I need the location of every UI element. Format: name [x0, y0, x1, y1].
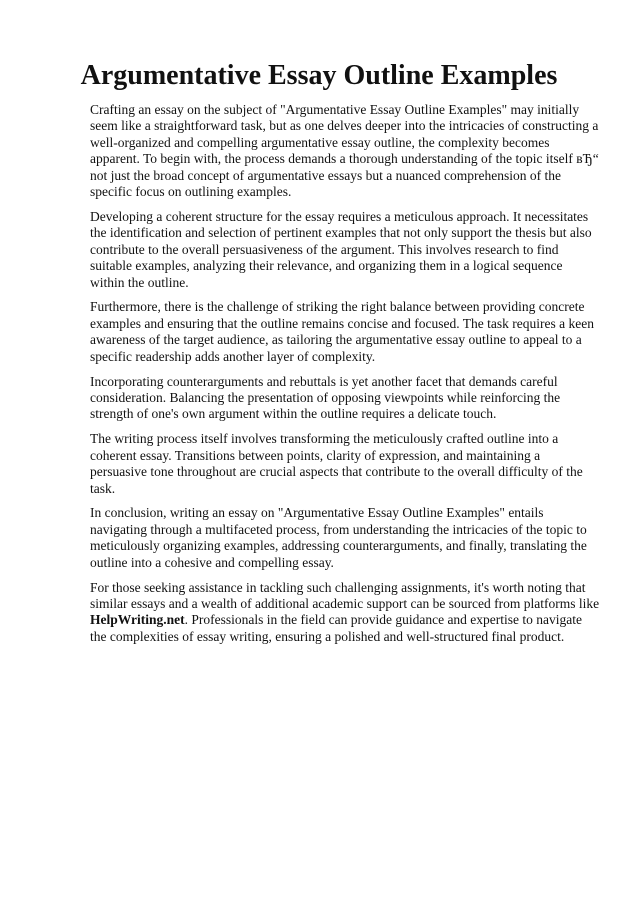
assistance-text-after: . Professionals in the field can provide guidance and expertise to navigate the complexities of essay writing, ensuring a polished and well-structured final product.: [90, 612, 583, 644]
assistance-text-before: For those seeking assistance in tackling such challenging assignments, it's worth noting that similar essays and a wealth of additional academic support can be sourced from platforms like: [90, 579, 600, 611]
paragraph-assistance: [90, 580, 600, 646]
document-body: [90, 102, 600, 654]
helpwriting-link[interactable]: HelpWriting.net: [90, 612, 185, 628]
paragraph-structure: Developing a coherent structure for the essay requires a meticulous approach. It necessitates the identification and selection of pertinent examples that not only support the thesis but also contribute to the overall persuasiveness of the argument. This involves research to find suitable examples, analyzing their relevance, and organizing them in a logical sequence within the outline.: [90, 208, 592, 290]
paragraph-writing-process: The writing process itself involves transforming the meticulously crafted outline into a coherent essay. Transitions between points, clarity of expression, and maintaining a persuasive tone throughout are crucial aspects that contribute to the overall difficulty of the task.: [90, 431, 583, 496]
paragraph-intro: Crafting an essay on the subject of "Argumentative Essay Outline Examples" may initially seem like a straightforward task, but as one delves deeper into the intricacies of constructing a well-organized and compelling argumentative essay outline, the complexity becomes apparent. To begin with, the process demands a thorough understanding of the topic itself вЂ“ not just the broad concept of argumentative essays but a nuanced comprehension of the specific focus on outlining examples.: [90, 102, 599, 200]
paragraph-counterarguments: Incorporating counterarguments and rebuttals is yet another facet that demands careful consideration. Balancing the presentation of opposing viewpoints while reinforcing the strength of one's own argument within the outline requires a delicate touch.: [90, 373, 561, 422]
paragraph-conclusion: In conclusion, writing an essay on "Argumentative Essay Outline Examples" entails navigating through a multifaceted process, from understanding the intricacies of the topic to meticulously organizing examples, addressing counterarguments, and finally, translating the outline into a cohesive and compelling essay.: [90, 505, 587, 570]
paragraph-balance: Furthermore, there is the challenge of striking the right balance between providing concrete examples and ensuring that the outline remains concise and focused. The task requires a keen awareness of the target audience, as tailoring the argumentative essay outline to appeal to a specific readership adds another layer of complexity.: [90, 299, 594, 364]
document-title: Argumentative Essay Outline Examples: [80, 60, 558, 91]
